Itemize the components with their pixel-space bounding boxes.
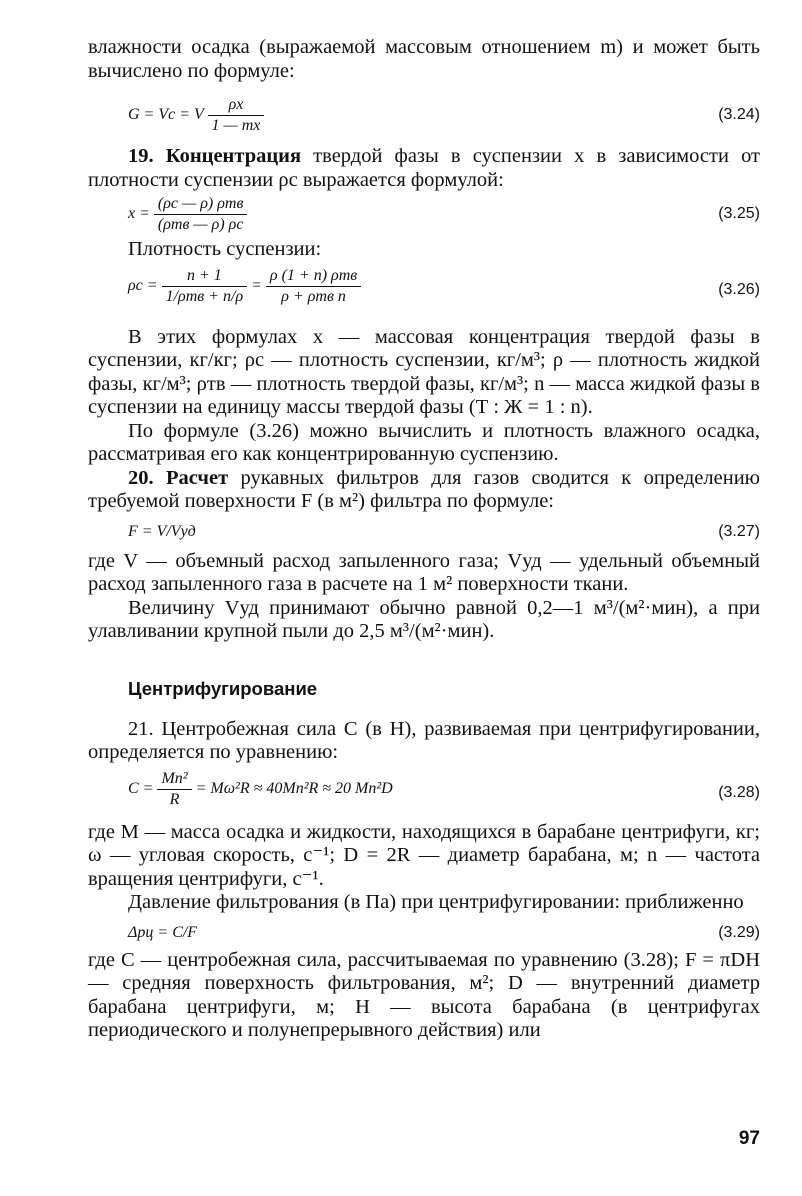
page-body [88,36,760,1043]
paragraph-21: 21. Центробежная сила C (в Н), развиваемая при центрифугировании, определяется по уравнению: [88,717,760,763]
formula-number: (3.27) [718,522,760,540]
formula-3-29: Δpц = C/F (3.29) [128,923,760,941]
formula-number: (3.28) [718,783,760,801]
paragraph-density: Плотность суспензии: [128,238,322,260]
formula-number: (3.25) [718,205,760,222]
page-number: 97 [738,1128,760,1149]
formula-3-26: ρc = $\frac{n + 1}{\text{1/ρтв + n/ρ}}$ = $\frac{\text{ρ (1 + n) ρтв}}{\text{ρ + ρтв n}}$ (3.26) [128,266,760,305]
formula-lhs: G = Vc = V [128,106,204,124]
formula-number: (3.24) [718,106,760,123]
formula-3-25: x = $\frac{\text{(ρc — ρ) ρтв}}{\text{(ρтв — ρ) ρc}}$ (3.25) [128,195,760,233]
formula-3-28: C = $\frac{\text{Mn²}}{R}$ = Mω²R ≈ 40Mn²R ≈ 20 Mn²D (3.28) [128,769,760,808]
paragraph-where-v: где V — объемный расход запыленного газа; Vуд — удельный объемный расход запыленного газа в расчете на 1 м² поверхности ткани. [88,549,760,595]
paragraph-where-m: где M — масса осадка и жидкости, находящихся в барабане центрифуги, кг; ω — угловая скорость, с⁻¹; D = 2R — диаметр барабана, м; n — частота вращения центрифуги, с⁻¹. [88,820,760,890]
paragraph-wet-sediment: По формуле (3.26) можно вычислить и плотность влажного осадка, рассматривая его как концентрированную суспензию. [88,419,760,465]
paragraph-19: 19. Концентрация твердой фазы в суспензии x в зависимости от плотности суспензии ρc выражается формулой: [88,145,761,191]
formula-3-27: F = V/Vуд (3.27) [128,522,760,540]
formula-3-24: G = Vc = V $\frac{\rho x}{1 — mx}$ (3.24) [128,96,760,134]
formula-number: (3.29) [718,923,760,941]
paragraph-definitions: В этих формулах x — массовая концентрация твердой фазы в суспензии, кг/кг; ρc — плотность суспензии, кг/м³; ρ — плотность жидкой фазы, кг/м³; ρтв — плотность твердой фазы, кг/м³; n — масса жидкой фазы в суспензии на единицу массы твердой фазы (Т : Ж = 1 : n). [88,325,760,418]
paragraph-where-c: где C — центробежная сила, рассчитываемая по уравнению (3.28); F = πDH — средняя поверхность фильтрования, м²; D — внутренний диаметр барабана центрифуги, м; H — высота барабана (в центрифугах периодического и полунепрерывного действия) или [88,948,760,1041]
section-heading: Центрифугирование [128,677,318,699]
paragraph-vud: Величину Vуд принимают обычно равной 0,2—1 м³/(м²·мин), а при улавливании крупной пыли до 2,5 м³/(м²·мин). [88,596,760,642]
paragraph-pressure: Давление фильтрования (в Па) при центрифугировании: приближенно [128,891,744,913]
paragraph-intro: влажности осадка (выражаемой массовым отношением m) и может быть вычислено по формуле: [88,36,760,82]
formula-number: (3.26) [718,280,760,298]
paragraph-20: 20. Расчет рукавных фильтров для газов сводится к определению требуемой поверхности F (в м²) фильтра по формуле: [88,466,760,512]
